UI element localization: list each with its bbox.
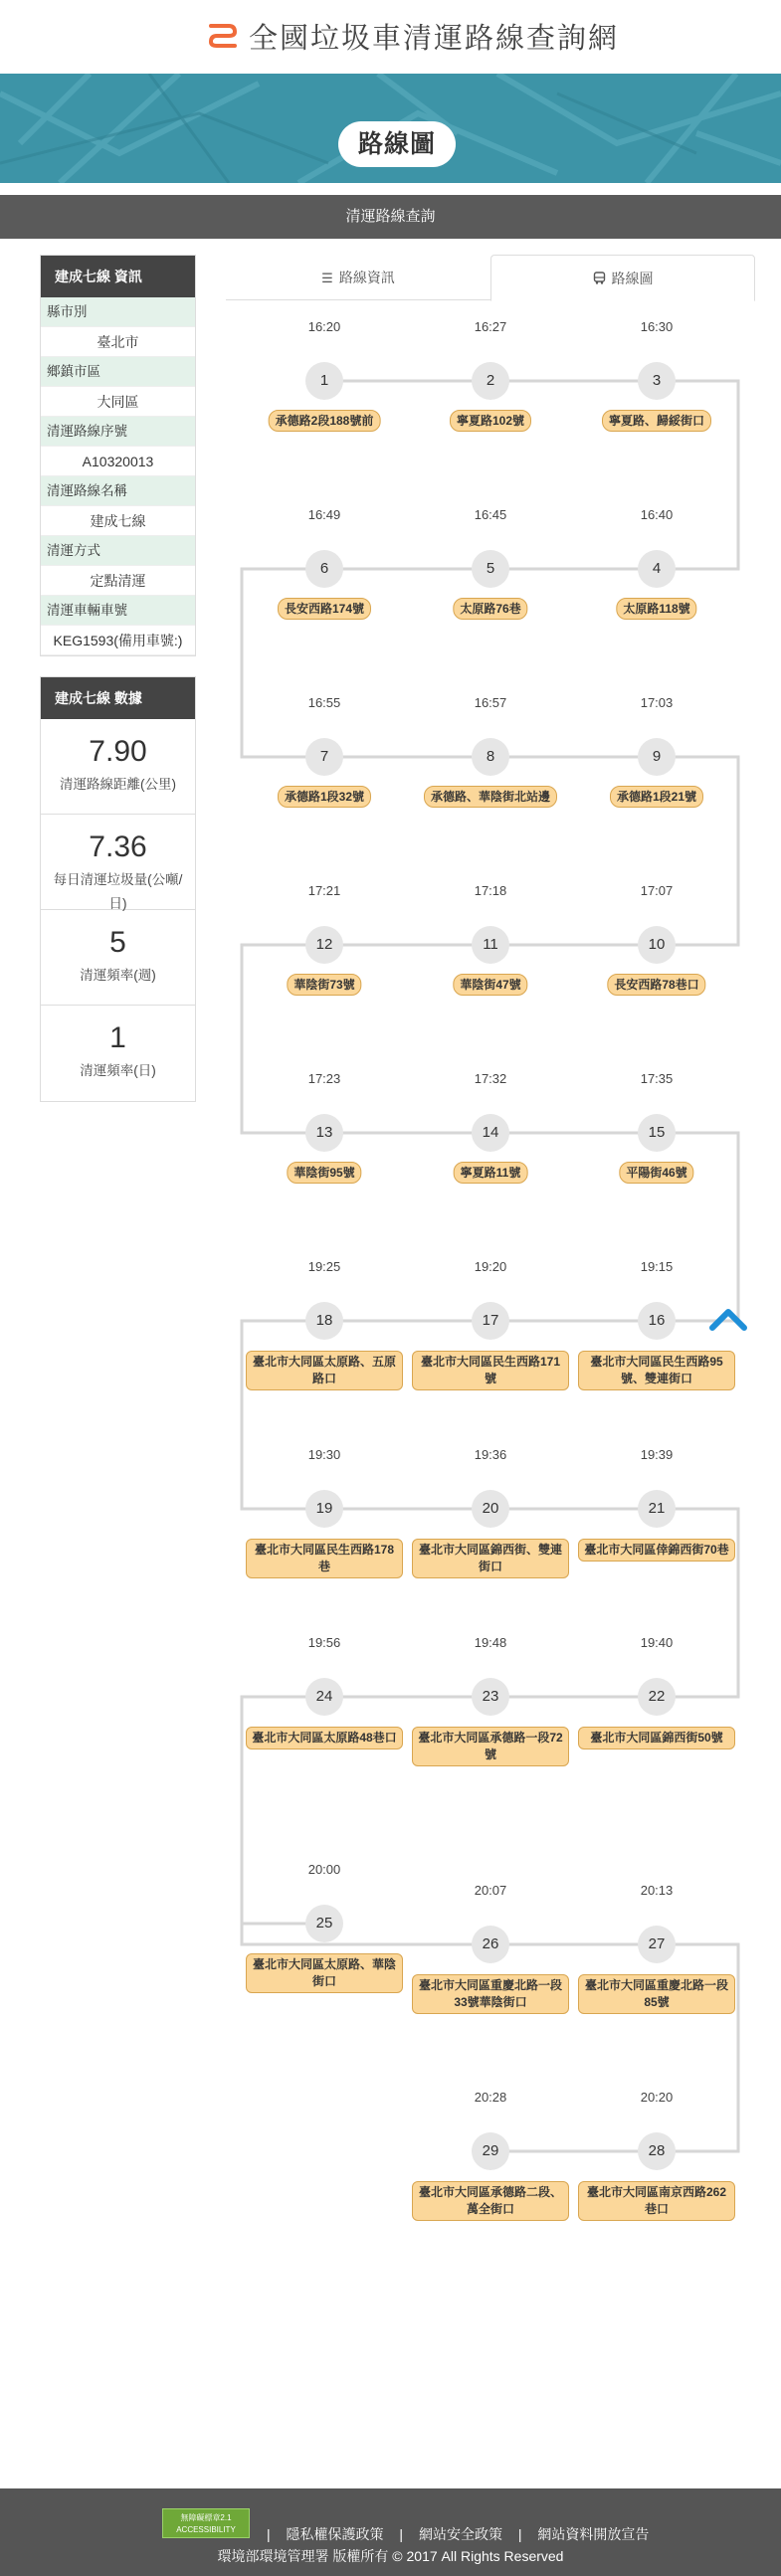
field-value-district: 大同區	[41, 387, 195, 417]
stop-time: 20:00	[307, 1862, 341, 1877]
stop-time: 20:20	[640, 2090, 674, 2105]
stop-name[interactable]: 太原路76巷	[453, 598, 527, 620]
separator: |	[517, 2526, 522, 2542]
link-security[interactable]: 網站安全政策	[418, 2526, 502, 2542]
stop-time: 17:03	[640, 695, 674, 710]
field-label-route-id: 清運路線序號	[41, 417, 195, 447]
stop-number[interactable]: 15	[638, 1114, 676, 1152]
stop-name[interactable]: 寧夏路102號	[450, 410, 531, 432]
stop-time: 19:15	[640, 1259, 674, 1274]
stop-name[interactable]: 承德路1段32號	[278, 786, 371, 808]
stop-time: 20:07	[474, 1883, 507, 1898]
field-value-county: 臺北市	[41, 327, 195, 357]
stop-number[interactable]: 21	[638, 1490, 676, 1528]
stop-number[interactable]: 12	[305, 926, 343, 964]
stat-label: 每日清運垃圾量(公噸/日)	[53, 872, 183, 911]
stop-number[interactable]: 14	[472, 1114, 509, 1152]
stop-name[interactable]: 太原路118號	[616, 598, 696, 620]
field-label-route-name: 清運路線名稱	[41, 476, 195, 506]
stop-time: 19:48	[474, 1635, 507, 1650]
stop-time: 16:40	[640, 507, 674, 522]
stop-time: 16:45	[474, 507, 507, 522]
stop-name[interactable]: 承德路1段21號	[610, 786, 703, 808]
stop-number[interactable]: 11	[472, 926, 509, 964]
stop-name[interactable]: 寧夏路、歸綏街口	[602, 410, 711, 432]
stop-name[interactable]: 臺北市大同區太原路、華陰街口	[246, 1953, 403, 1993]
field-label-district: 鄉鎮市區	[41, 357, 195, 387]
route-stats-title: 建成七線 數據	[41, 677, 195, 719]
page-title: 路線圖	[338, 121, 456, 167]
stop-number[interactable]: 17	[472, 1302, 509, 1340]
stop-name[interactable]: 臺北市大同區太原路、五原路口	[246, 1351, 403, 1390]
field-label-method: 清運方式	[41, 536, 195, 566]
stop-name[interactable]: 臺北市大同區錦西街、雙連街口	[412, 1539, 569, 1578]
stop-time: 20:28	[474, 2090, 507, 2105]
stop-name[interactable]: 平陽街46號	[619, 1162, 693, 1184]
stop-number[interactable]: 6	[305, 550, 343, 588]
stop-time: 17:32	[474, 1071, 507, 1086]
stat-value: 5	[109, 926, 126, 959]
stop-number[interactable]: 9	[638, 738, 676, 776]
field-label-vehicle: 清運車輛車號	[41, 596, 195, 626]
stat-value: 7.36	[89, 830, 147, 863]
separator: |	[267, 2526, 271, 2542]
stop-time: 20:13	[640, 1883, 674, 1898]
stop-number[interactable]: 19	[305, 1490, 343, 1528]
stop-number[interactable]: 22	[638, 1678, 676, 1716]
stop-time: 17:21	[307, 883, 341, 898]
stop-number[interactable]: 4	[638, 550, 676, 588]
field-value-vehicle: KEG1593(備用車號:)	[41, 626, 195, 655]
stop-number[interactable]: 23	[472, 1678, 509, 1716]
link-open-data[interactable]: 網站資料開放宣告	[537, 2526, 650, 2542]
copyright: 環境部環境管理署 版權所有 © 2017 All Rights Reserved	[217, 2548, 564, 2564]
stop-name[interactable]: 長安西路174號	[278, 598, 371, 620]
stop-time: 19:30	[307, 1447, 341, 1462]
stop-time: 19:36	[474, 1447, 507, 1462]
stop-name[interactable]: 臺北市大同區重慶北路一段33號華陰街口	[412, 1974, 569, 2014]
stop-name[interactable]: 臺北市大同區錦西街50號	[578, 1727, 735, 1749]
stop-name[interactable]: 臺北市大同區民生西路178巷	[246, 1539, 403, 1578]
stop-time: 16:49	[307, 507, 341, 522]
back-to-top-icon[interactable]	[708, 1304, 748, 1334]
link-privacy[interactable]: 隱私權保護政策	[286, 2526, 384, 2542]
stat-value: 1	[109, 1021, 126, 1054]
footer-links	[261, 2524, 655, 2544]
field-value-method: 定點清運	[41, 566, 195, 596]
stop-time: 16:30	[640, 319, 674, 334]
stop-number[interactable]: 10	[638, 926, 676, 964]
stop-name[interactable]: 寧夏路11號	[454, 1162, 528, 1184]
stop-number[interactable]: 13	[305, 1114, 343, 1152]
stop-name[interactable]: 承德路2段188號前	[269, 410, 381, 432]
site-footer	[0, 2488, 781, 2576]
stat-label: 清運路線距離(公里)	[60, 777, 176, 792]
stop-name[interactable]: 臺北市大同區重慶北路一段85號	[578, 1974, 735, 2014]
stop-number[interactable]: 20	[472, 1490, 509, 1528]
stop-time: 19:20	[474, 1259, 507, 1274]
stop-number[interactable]: 2	[472, 362, 509, 400]
stop-time: 16:20	[307, 319, 341, 334]
stop-number[interactable]: 5	[472, 550, 509, 588]
stop-name[interactable]: 長安西路78巷口	[607, 974, 705, 996]
stop-name[interactable]: 臺北市大同區太原路48巷口	[246, 1727, 403, 1749]
stop-number[interactable]: 1	[305, 362, 343, 400]
section-title: 清運路線查詢	[0, 195, 781, 239]
stop-time: 19:39	[640, 1447, 674, 1462]
stop-number[interactable]: 26	[472, 1926, 509, 1963]
accessibility-badge[interactable]: 無障礙標章2.1 ACCESSIBILITY	[162, 2508, 250, 2538]
stop-number[interactable]: 28	[638, 2132, 676, 2170]
stat-label: 清運頻率(週)	[80, 968, 156, 983]
stop-time: 16:27	[474, 319, 507, 334]
stat-value: 7.90	[89, 735, 147, 768]
stop-time: 19:56	[307, 1635, 341, 1650]
stop-name[interactable]: 臺北市大同區承德路二段、萬全街口	[412, 2181, 569, 2221]
tab-label: 路線圖	[611, 271, 654, 286]
stop-time: 17:23	[307, 1071, 341, 1086]
field-label-county: 縣市別	[41, 297, 195, 327]
tab-label: 路線資訊	[338, 270, 395, 285]
stop-number[interactable]: 18	[305, 1302, 343, 1340]
stat-label: 清運頻率(日)	[80, 1063, 156, 1078]
stop-name[interactable]: 臺北市大同區南京西路262巷口	[578, 2181, 735, 2221]
field-value-route-id: A10320013	[41, 447, 195, 476]
stop-number[interactable]: 24	[305, 1678, 343, 1716]
stop-name[interactable]: 臺北市大同區民生西路95號、雙連街口	[578, 1351, 735, 1390]
stop-time: 17:35	[640, 1071, 674, 1086]
stop-number[interactable]: 8	[472, 738, 509, 776]
stop-name[interactable]: 臺北市大同區民生西路171號	[412, 1351, 569, 1390]
stop-time: 16:57	[474, 695, 507, 710]
list-icon: ☰	[321, 271, 333, 285]
stop-number[interactable]: 29	[472, 2132, 509, 2170]
stop-time: 16:55	[307, 695, 341, 710]
route-info-title: 建成七線 資訊	[41, 256, 195, 297]
stop-time: 19:25	[307, 1259, 341, 1274]
stop-time: 17:07	[640, 883, 674, 898]
stop-time: 19:40	[640, 1635, 674, 1650]
stop-name[interactable]: 華陰街95號	[287, 1162, 361, 1184]
stop-number[interactable]: 25	[305, 1905, 343, 1942]
stop-name[interactable]: 華陰街47號	[453, 974, 527, 996]
stop-number[interactable]: 16	[638, 1302, 676, 1340]
stop-name[interactable]: 華陰街73號	[287, 974, 361, 996]
stop-number[interactable]: 3	[638, 362, 676, 400]
stop-name[interactable]: 臺北市大同區倖錦西街70巷	[578, 1539, 735, 1562]
separator: |	[399, 2526, 404, 2542]
stop-name[interactable]: 臺北市大同區承德路一段72號	[412, 1727, 569, 1766]
stop-name[interactable]: 承德路、華陰街北站邊	[424, 786, 557, 808]
stop-number[interactable]: 7	[305, 738, 343, 776]
site-title[interactable]: 全國垃圾車清運路線查詢網	[249, 23, 620, 55]
field-value-route-name: 建成七線	[41, 506, 195, 536]
stop-number[interactable]: 27	[638, 1926, 676, 1963]
stop-time: 17:18	[474, 883, 507, 898]
